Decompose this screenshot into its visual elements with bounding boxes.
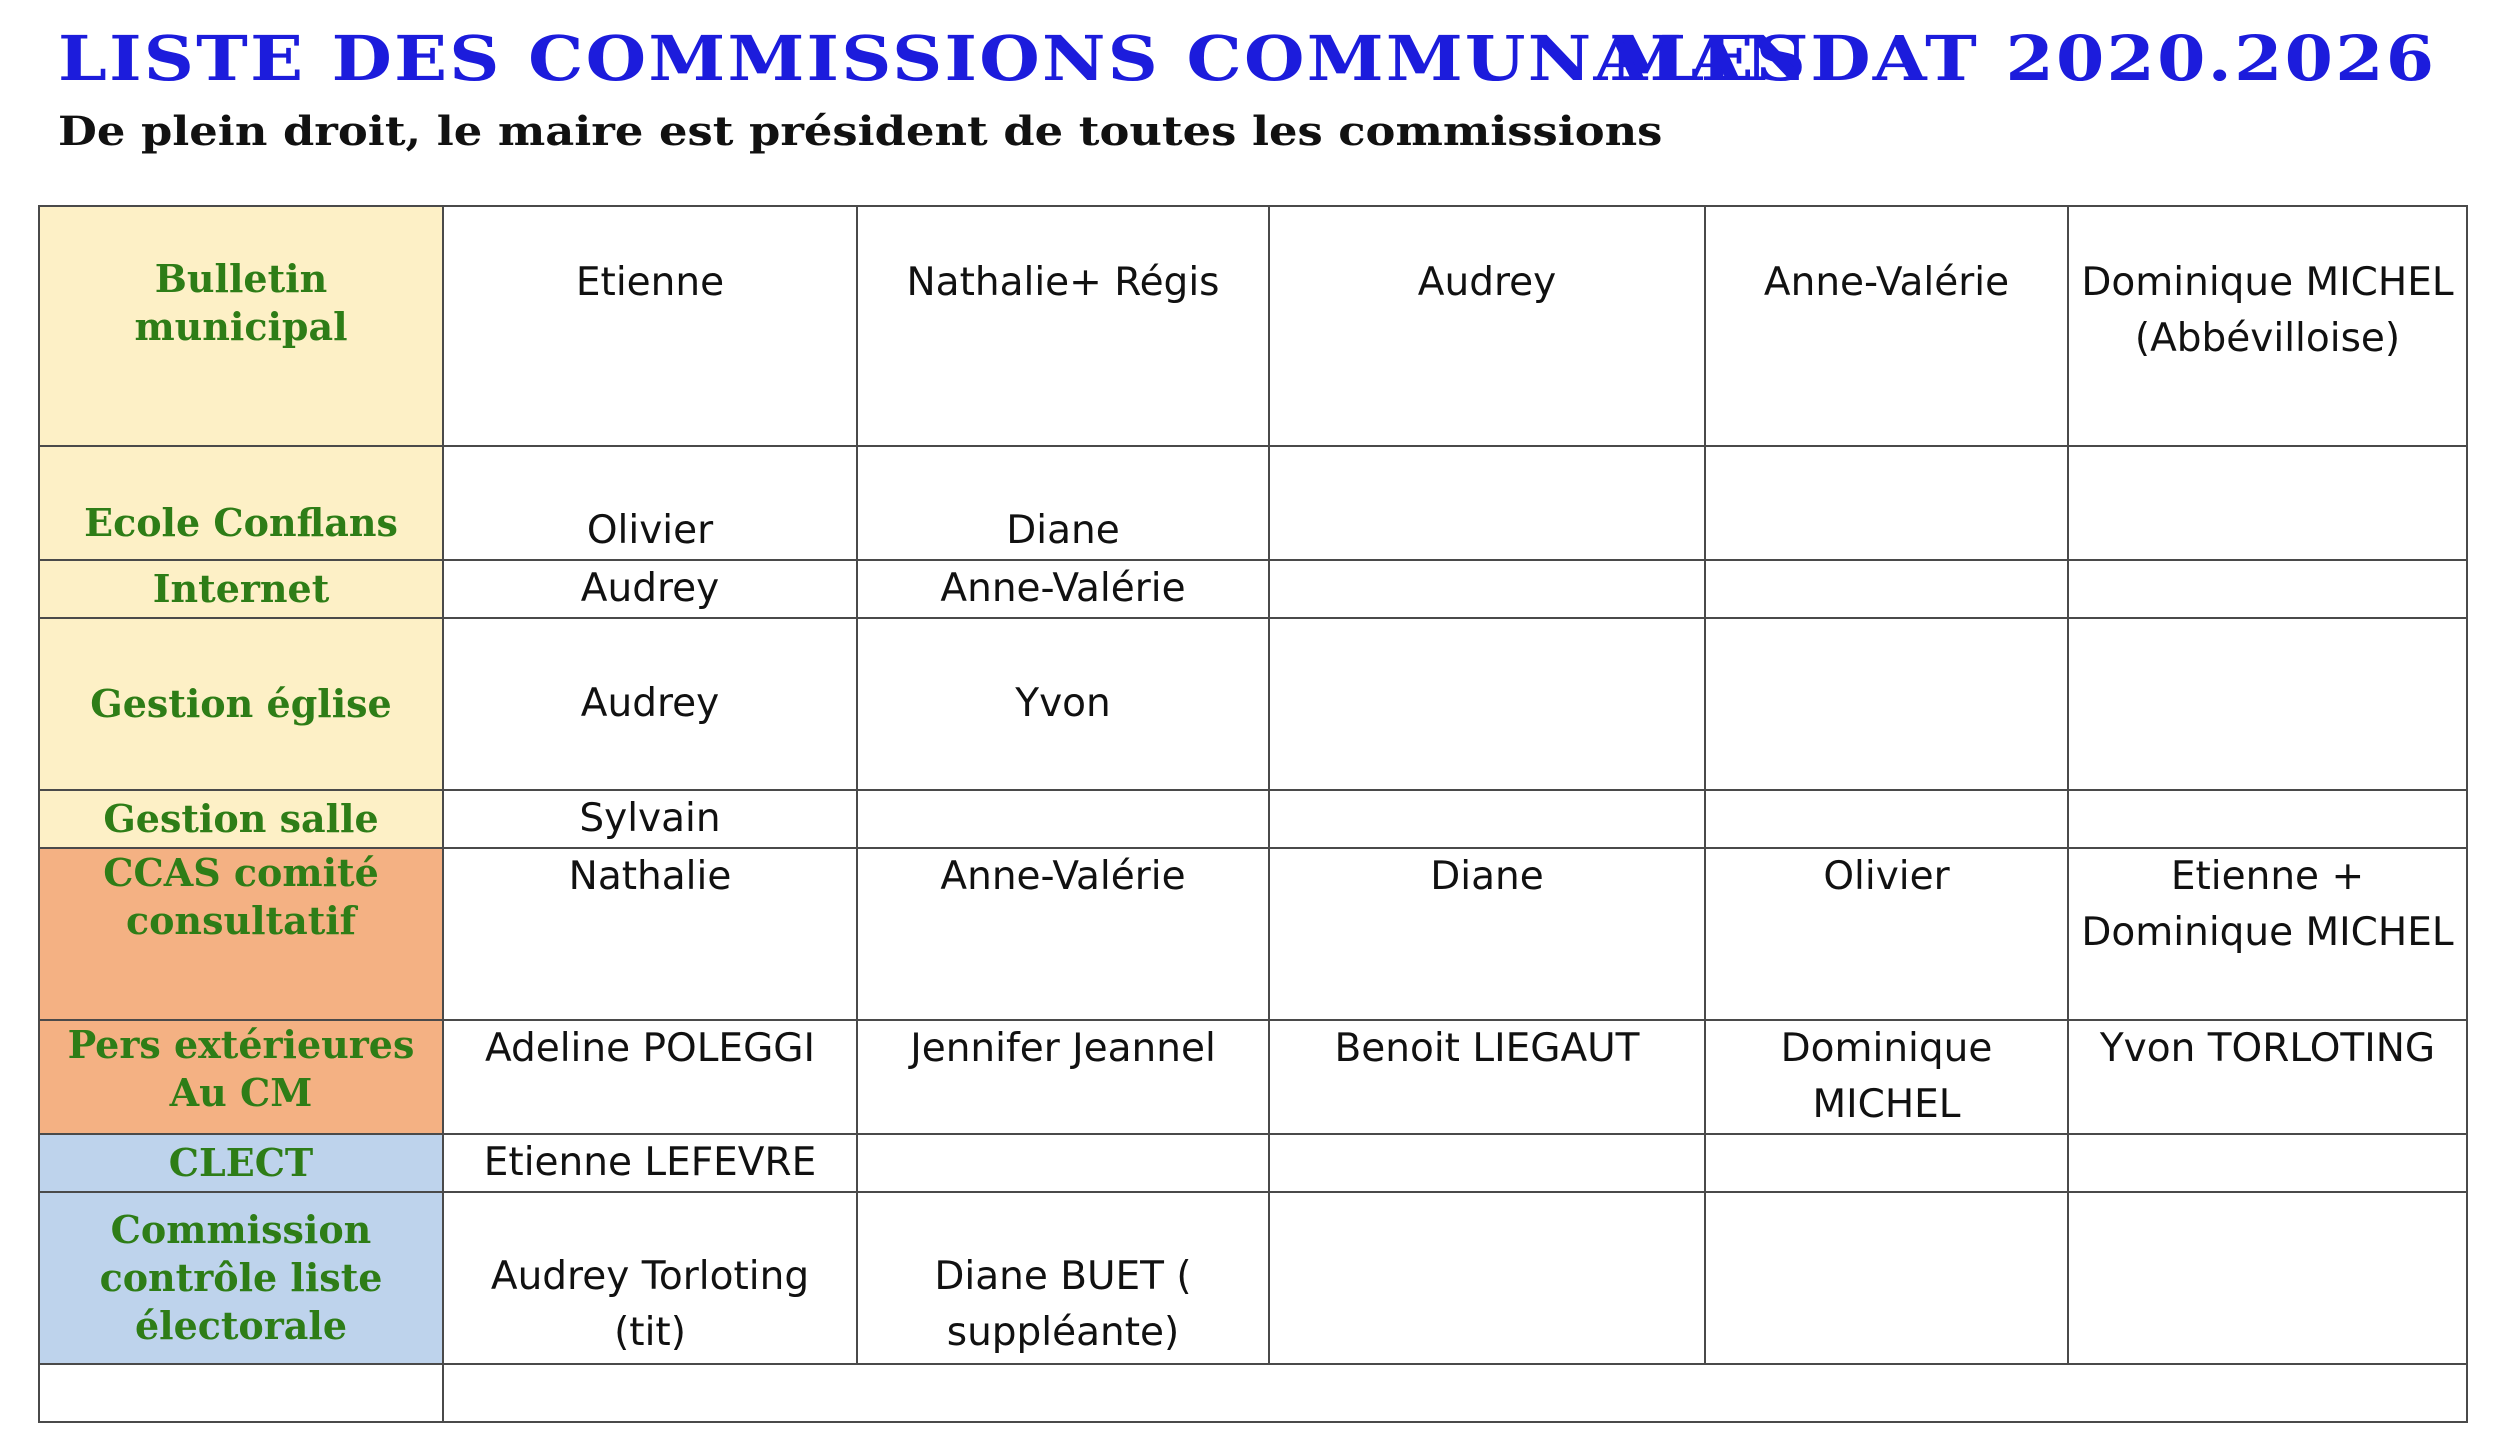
member-cell: Dominique MICHEL [1705, 1020, 2068, 1134]
commission-label: Commission contrôle liste électorale [39, 1192, 443, 1364]
member-cell: Anne-Valérie [857, 560, 1269, 618]
page-subtitle: De plein droit, le maire est président de toutes les commissions [58, 108, 1663, 155]
member-cell: Olivier [443, 446, 857, 560]
member-cell: Audrey [443, 560, 857, 618]
member-cell [857, 790, 1269, 848]
commission-label: Internet [39, 560, 443, 618]
member-cell: Audrey [1269, 206, 1705, 446]
member-cell [1269, 1134, 1705, 1192]
member-cell [1705, 790, 2068, 848]
table-row [39, 560, 2467, 618]
commissions-table [38, 205, 2468, 1423]
member-cell: Dominique MICHEL (Abbévilloise) [2068, 206, 2467, 446]
member-cell: Benoit LIEGAUT [1269, 1020, 1705, 1134]
mandate-period: MANDAT 2020.2026 [1609, 22, 2436, 95]
member-cell: Anne-Valérie [1705, 206, 2068, 446]
table-row [39, 1134, 2467, 1192]
table-row [39, 446, 2467, 560]
member-cell [857, 1134, 1269, 1192]
member-cell: Adeline POLEGGI [443, 1020, 857, 1134]
member-cell: Audrey Torloting (tit) [443, 1192, 857, 1364]
member-cell: Jennifer Jeannel [857, 1020, 1269, 1134]
member-cell [2068, 560, 2467, 618]
member-cell [1269, 560, 1705, 618]
table-row [39, 1364, 2467, 1422]
member-cell [1269, 1192, 1705, 1364]
member-cell: Etienne LEFEVRE [443, 1134, 857, 1192]
commission-label: Pers extérieures Au CM [39, 1020, 443, 1134]
member-cell [1269, 446, 1705, 560]
commission-label [39, 1364, 443, 1422]
member-cell [1705, 1192, 2068, 1364]
member-cell: Olivier [1705, 848, 2068, 1020]
member-cell [1705, 446, 2068, 560]
member-cell: Nathalie [443, 848, 857, 1020]
member-cell: Yvon [857, 618, 1269, 790]
member-cell [1705, 1134, 2068, 1192]
commission-label: Gestion église [39, 618, 443, 790]
table-row [39, 790, 2467, 848]
member-cell: Diane BUET ( suppléante) [857, 1192, 1269, 1364]
table-row [39, 206, 2467, 446]
commission-label: Bulletin municipal [39, 206, 443, 446]
member-cell: Diane [1269, 848, 1705, 1020]
member-cell: Nathalie+ Régis [857, 206, 1269, 446]
member-cell: Sylvain [443, 790, 857, 848]
member-cell [443, 1364, 2467, 1422]
member-cell [1269, 790, 1705, 848]
member-cell: Anne-Valérie [857, 848, 1269, 1020]
table-row [39, 1020, 2467, 1134]
table-row [39, 1192, 2467, 1364]
member-cell [2068, 1192, 2467, 1364]
member-cell: Etienne + Dominique MICHEL [2068, 848, 2467, 1020]
member-cell [2068, 446, 2467, 560]
commission-label: CCAS comité consultatif [39, 848, 443, 1020]
member-cell [2068, 790, 2467, 848]
member-cell [2068, 1134, 2467, 1192]
commission-label: Gestion salle [39, 790, 443, 848]
table-row [39, 618, 2467, 790]
table-row [39, 848, 2467, 1020]
member-cell: Diane [857, 446, 1269, 560]
page-title: LISTE DES COMMISSIONS COMMUNALES [58, 22, 1809, 95]
member-cell: Etienne [443, 206, 857, 446]
commission-label: CLECT [39, 1134, 443, 1192]
member-cell [1269, 618, 1705, 790]
member-cell: Yvon TORLOTING [2068, 1020, 2467, 1134]
member-cell [1705, 618, 2068, 790]
commission-label: Ecole Conflans [39, 446, 443, 560]
member-cell [1705, 560, 2068, 618]
member-cell [2068, 618, 2467, 790]
member-cell: Audrey [443, 618, 857, 790]
